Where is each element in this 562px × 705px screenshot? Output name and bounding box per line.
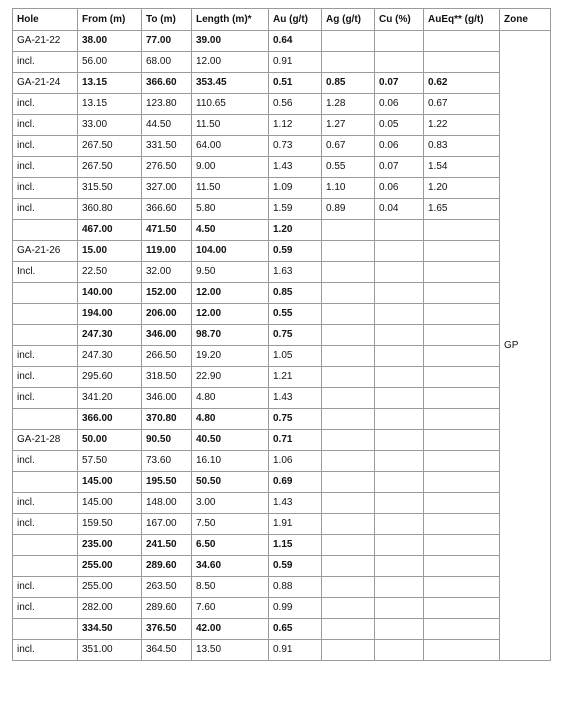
cell-zone: GP [500,31,551,661]
cell-length: 9.00 [192,157,269,178]
cell-from: 145.00 [78,472,142,493]
cell-from: 341.20 [78,388,142,409]
cell-to: 152.00 [142,283,192,304]
cell-hole [13,220,78,241]
cell-to: 370.80 [142,409,192,430]
cell-au: 0.88 [269,577,322,598]
cell-from: 360.80 [78,199,142,220]
cell-au: 0.55 [269,304,322,325]
cell-aueq [424,619,500,640]
cell-from: 145.00 [78,493,142,514]
table-row [13,199,551,220]
cell-from: 15.00 [78,241,142,262]
cell-from: 57.50 [78,451,142,472]
cell-to: 148.00 [142,493,192,514]
cell-cu [375,367,424,388]
table-row [13,640,551,661]
cell-length: 12.00 [192,52,269,73]
cell-to: 77.00 [142,31,192,52]
table-row [13,598,551,619]
table-row [13,346,551,367]
cell-au: 0.73 [269,136,322,157]
cell-au: 1.09 [269,178,322,199]
drill-results-table [12,8,551,661]
cell-ag [322,304,375,325]
cell-from: 351.00 [78,640,142,661]
cell-to: 241.50 [142,535,192,556]
cell-to: 263.50 [142,577,192,598]
cell-ag: 1.10 [322,178,375,199]
cell-hole: incl. [13,598,78,619]
cell-length: 6.50 [192,535,269,556]
cell-ag [322,220,375,241]
cell-ag [322,325,375,346]
cell-to: 327.00 [142,178,192,199]
cell-cu [375,556,424,577]
table-row [13,157,551,178]
table-row [13,367,551,388]
cell-cu [375,451,424,472]
cell-aueq [424,535,500,556]
cell-to: 289.60 [142,598,192,619]
cell-length: 16.10 [192,451,269,472]
cell-au: 0.99 [269,598,322,619]
table-row [13,241,551,262]
cell-to: 90.50 [142,430,192,451]
table-row [13,556,551,577]
cell-au: 0.71 [269,430,322,451]
cell-length: 4.50 [192,220,269,241]
table-row [13,52,551,73]
cell-from: 33.00 [78,115,142,136]
cell-hole: incl. [13,388,78,409]
cell-au: 0.75 [269,325,322,346]
cell-aueq: 0.83 [424,136,500,157]
cell-hole: GA-21-22 [13,31,78,52]
cell-length: 9.50 [192,262,269,283]
cell-length: 5.80 [192,199,269,220]
cell-from: 366.00 [78,409,142,430]
cell-cu [375,472,424,493]
table-body [13,31,551,661]
cell-aueq [424,283,500,304]
cell-au: 1.91 [269,514,322,535]
table-row [13,178,551,199]
cell-length: 110.65 [192,94,269,115]
cell-cu [375,220,424,241]
cell-cu [375,514,424,535]
cell-ag [322,556,375,577]
cell-length: 98.70 [192,325,269,346]
cell-ag [322,241,375,262]
cell-hole: incl. [13,514,78,535]
cell-aueq: 1.20 [424,178,500,199]
cell-from: 282.00 [78,598,142,619]
table-row [13,325,551,346]
cell-from: 56.00 [78,52,142,73]
cell-hole: incl. [13,115,78,136]
cell-to: 318.50 [142,367,192,388]
cell-length: 12.00 [192,304,269,325]
cell-from: 334.50 [78,619,142,640]
cell-ag [322,31,375,52]
table-row [13,535,551,556]
cell-cu [375,346,424,367]
cell-to: 167.00 [142,514,192,535]
cell-from: 255.00 [78,556,142,577]
cell-length: 50.50 [192,472,269,493]
cell-to: 32.00 [142,262,192,283]
cell-au: 0.91 [269,640,322,661]
cell-hole: incl. [13,52,78,73]
cell-aueq [424,52,500,73]
cell-aueq [424,220,500,241]
cell-aueq [424,388,500,409]
cell-from: 255.00 [78,577,142,598]
cell-to: 123.80 [142,94,192,115]
cell-length: 3.00 [192,493,269,514]
cell-length: 22.90 [192,367,269,388]
cell-length: 13.50 [192,640,269,661]
cell-length: 40.50 [192,430,269,451]
cell-cu [375,262,424,283]
cell-aueq [424,640,500,661]
cell-aueq: 1.54 [424,157,500,178]
cell-hole: GA-21-28 [13,430,78,451]
cell-ag [322,472,375,493]
cell-hole: incl. [13,157,78,178]
cell-cu [375,325,424,346]
cell-length: 39.00 [192,31,269,52]
table-row [13,262,551,283]
cell-au: 1.43 [269,388,322,409]
cell-from: 467.00 [78,220,142,241]
cell-ag [322,535,375,556]
cell-hole: incl. [13,94,78,115]
cell-length: 42.00 [192,619,269,640]
cell-from: 140.00 [78,283,142,304]
cell-from: 13.15 [78,73,142,94]
cell-to: 346.00 [142,388,192,409]
cell-au: 1.06 [269,451,322,472]
header-to: To (m) [142,9,192,31]
table-row [13,493,551,514]
cell-au: 0.85 [269,283,322,304]
cell-aueq [424,409,500,430]
cell-au: 0.59 [269,556,322,577]
cell-cu [375,409,424,430]
cell-ag: 1.28 [322,94,375,115]
cell-ag: 0.89 [322,199,375,220]
cell-length: 4.80 [192,409,269,430]
cell-au: 0.69 [269,472,322,493]
cell-au: 1.05 [269,346,322,367]
cell-length: 11.50 [192,115,269,136]
cell-ag [322,430,375,451]
cell-to: 73.60 [142,451,192,472]
cell-cu: 0.05 [375,115,424,136]
cell-length: 12.00 [192,283,269,304]
header-hole: Hole [13,9,78,31]
cell-cu: 0.07 [375,157,424,178]
cell-au: 0.51 [269,73,322,94]
cell-length: 7.60 [192,598,269,619]
header-au: Au (g/t) [269,9,322,31]
cell-hole [13,619,78,640]
cell-to: 276.50 [142,157,192,178]
cell-to: 119.00 [142,241,192,262]
table-row [13,388,551,409]
cell-au: 1.63 [269,262,322,283]
cell-from: 159.50 [78,514,142,535]
cell-hole: GA-21-24 [13,73,78,94]
table-row [13,451,551,472]
cell-ag: 0.67 [322,136,375,157]
cell-ag [322,493,375,514]
cell-from: 194.00 [78,304,142,325]
cell-ag: 1.27 [322,115,375,136]
cell-aueq [424,493,500,514]
cell-aueq [424,451,500,472]
cell-to: 68.00 [142,52,192,73]
cell-to: 364.50 [142,640,192,661]
cell-cu [375,304,424,325]
cell-au: 0.91 [269,52,322,73]
cell-length: 353.45 [192,73,269,94]
cell-ag [322,388,375,409]
cell-to: 289.60 [142,556,192,577]
cell-hole: GA-21-26 [13,241,78,262]
cell-length: 19.20 [192,346,269,367]
cell-from: 13.15 [78,94,142,115]
cell-cu [375,598,424,619]
cell-cu [375,493,424,514]
cell-aueq [424,430,500,451]
cell-length: 11.50 [192,178,269,199]
cell-to: 195.50 [142,472,192,493]
cell-cu [375,388,424,409]
cell-hole: incl. [13,178,78,199]
cell-ag [322,52,375,73]
cell-au: 0.56 [269,94,322,115]
cell-from: 22.50 [78,262,142,283]
table-row [13,136,551,157]
cell-ag [322,451,375,472]
cell-ag: 0.55 [322,157,375,178]
cell-ag: 0.85 [322,73,375,94]
table-row [13,115,551,136]
cell-cu: 0.04 [375,199,424,220]
cell-hole [13,304,78,325]
cell-from: 267.50 [78,157,142,178]
cell-hole: incl. [13,346,78,367]
cell-cu: 0.06 [375,136,424,157]
cell-to: 44.50 [142,115,192,136]
cell-cu [375,31,424,52]
cell-au: 1.15 [269,535,322,556]
cell-aueq: 1.65 [424,199,500,220]
cell-ag [322,262,375,283]
cell-aueq [424,262,500,283]
cell-hole [13,409,78,430]
cell-au: 0.65 [269,619,322,640]
cell-from: 267.50 [78,136,142,157]
cell-hole [13,283,78,304]
cell-to: 266.50 [142,346,192,367]
table-row [13,409,551,430]
cell-aueq [424,577,500,598]
cell-to: 471.50 [142,220,192,241]
header-row [13,9,551,31]
table-row [13,619,551,640]
cell-ag [322,598,375,619]
cell-aueq [424,556,500,577]
cell-au: 1.21 [269,367,322,388]
cell-au: 1.43 [269,493,322,514]
cell-cu [375,52,424,73]
cell-length: 8.50 [192,577,269,598]
cell-hole: incl. [13,367,78,388]
cell-aueq [424,304,500,325]
cell-hole: incl. [13,451,78,472]
cell-hole: incl. [13,199,78,220]
cell-hole [13,556,78,577]
table-row [13,577,551,598]
cell-au: 1.43 [269,157,322,178]
cell-au: 0.64 [269,31,322,52]
table-row [13,283,551,304]
cell-cu [375,577,424,598]
cell-aueq: 0.62 [424,73,500,94]
cell-to: 366.60 [142,73,192,94]
cell-length: 34.60 [192,556,269,577]
cell-hole: Incl. [13,262,78,283]
header-length: Length (m)* [192,9,269,31]
cell-hole: incl. [13,640,78,661]
cell-aueq [424,346,500,367]
drill-results-table-wrapper [12,8,551,661]
cell-hole [13,535,78,556]
table-row [13,220,551,241]
cell-ag [322,514,375,535]
header-aueq: AuEq** (g/t) [424,9,500,31]
cell-au: 0.75 [269,409,322,430]
cell-aueq [424,598,500,619]
cell-length: 104.00 [192,241,269,262]
header-zone: Zone [500,9,551,31]
cell-aueq: 1.22 [424,115,500,136]
cell-cu [375,283,424,304]
cell-length: 7.50 [192,514,269,535]
cell-hole [13,472,78,493]
cell-hole [13,325,78,346]
cell-length: 4.80 [192,388,269,409]
table-row [13,73,551,94]
cell-cu [375,241,424,262]
cell-hole: incl. [13,136,78,157]
cell-ag [322,409,375,430]
cell-cu: 0.06 [375,94,424,115]
cell-cu [375,430,424,451]
table-row [13,472,551,493]
cell-ag [322,619,375,640]
cell-aueq [424,514,500,535]
table-row [13,94,551,115]
cell-from: 50.00 [78,430,142,451]
header-ag: Ag (g/t) [322,9,375,31]
cell-cu [375,619,424,640]
cell-to: 331.50 [142,136,192,157]
cell-aueq: 0.67 [424,94,500,115]
cell-aueq [424,31,500,52]
cell-to: 206.00 [142,304,192,325]
header-cu: Cu (%) [375,9,424,31]
cell-aueq [424,325,500,346]
cell-from: 315.50 [78,178,142,199]
cell-aueq [424,241,500,262]
cell-from: 295.60 [78,367,142,388]
cell-to: 376.50 [142,619,192,640]
cell-aueq [424,472,500,493]
cell-aueq [424,367,500,388]
cell-to: 346.00 [142,325,192,346]
cell-cu: 0.06 [375,178,424,199]
cell-from: 247.30 [78,325,142,346]
cell-au: 1.12 [269,115,322,136]
cell-to: 366.60 [142,199,192,220]
cell-ag [322,367,375,388]
table-row [13,514,551,535]
cell-hole: incl. [13,577,78,598]
table-row [13,304,551,325]
header-from: From (m) [78,9,142,31]
cell-ag [322,640,375,661]
cell-au: 0.59 [269,241,322,262]
table-row [13,31,551,52]
cell-au: 1.20 [269,220,322,241]
cell-cu: 0.07 [375,73,424,94]
cell-cu [375,535,424,556]
cell-au: 1.59 [269,199,322,220]
cell-from: 38.00 [78,31,142,52]
cell-ag [322,577,375,598]
cell-hole: incl. [13,493,78,514]
cell-ag [322,346,375,367]
cell-cu [375,640,424,661]
cell-length: 64.00 [192,136,269,157]
cell-from: 247.30 [78,346,142,367]
table-row [13,430,551,451]
cell-ag [322,283,375,304]
cell-from: 235.00 [78,535,142,556]
